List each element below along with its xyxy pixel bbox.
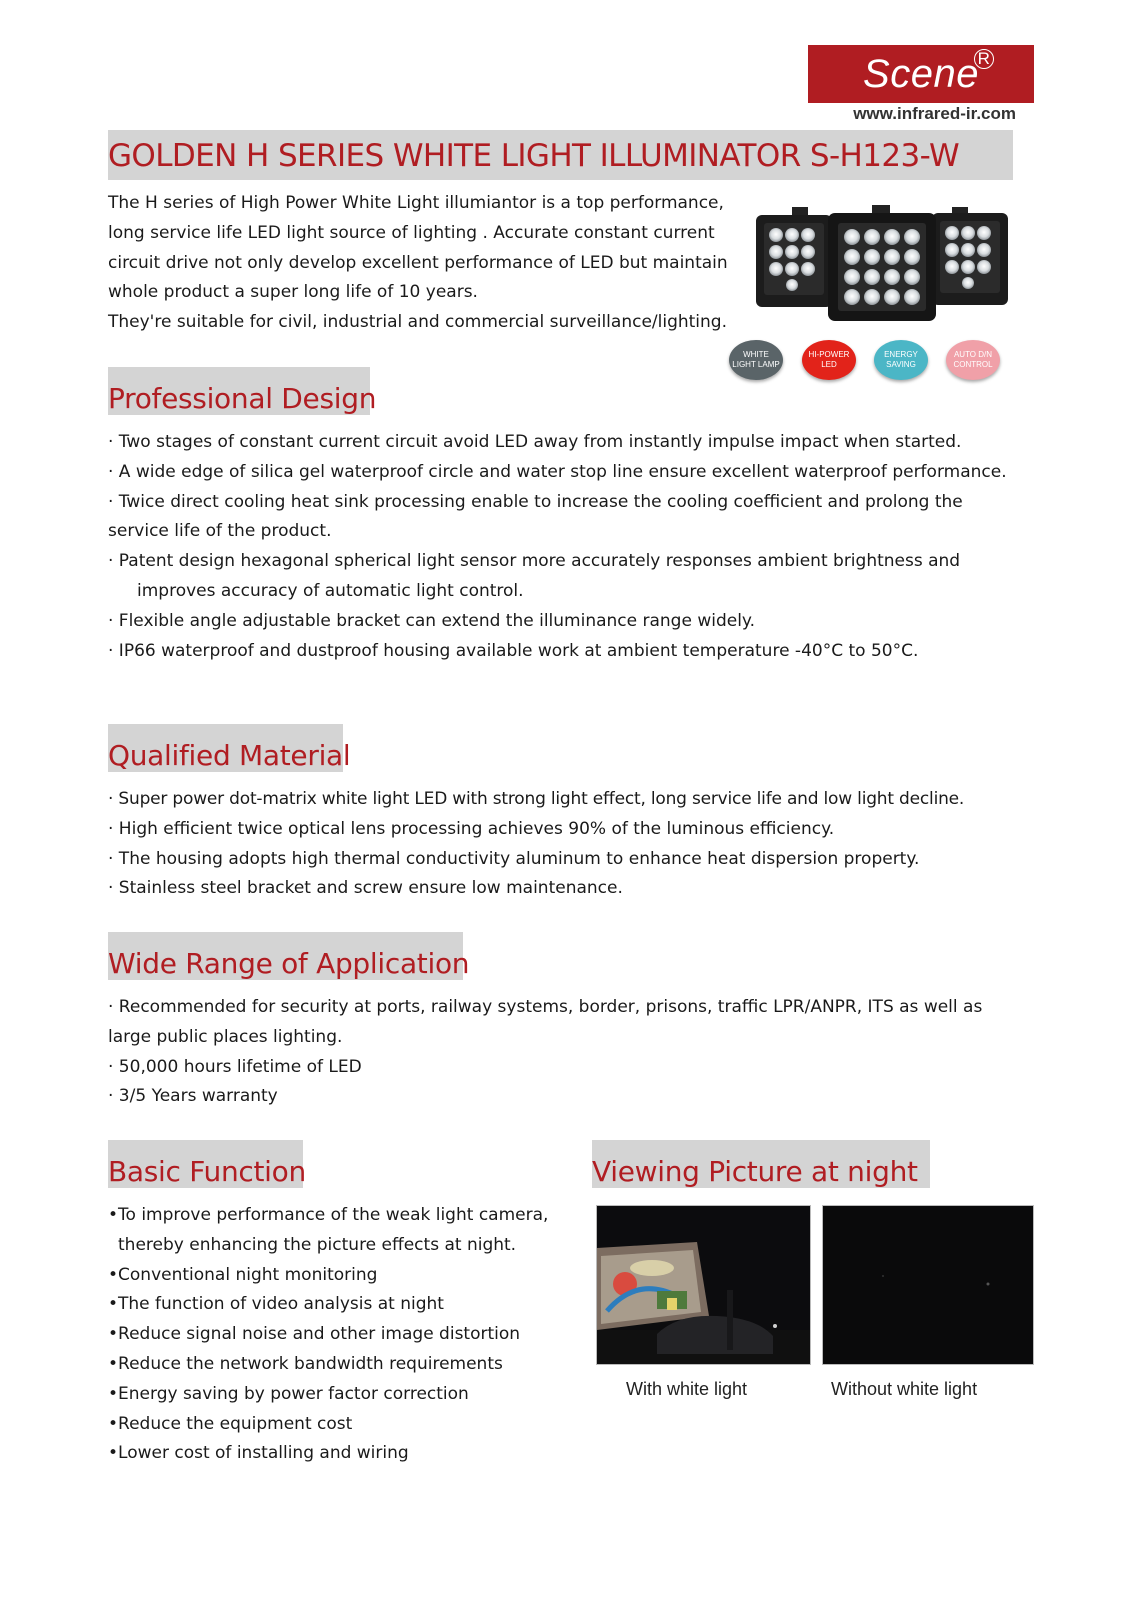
list-item: · Super power dot-matrix white light LED with strong light effect, long service life and low light decline. bbox=[108, 789, 965, 809]
brand-logo bbox=[808, 45, 1034, 103]
basic-function-heading bbox=[108, 1140, 306, 1188]
section-title: Wide Range of Application bbox=[108, 947, 470, 980]
wide-range-heading bbox=[108, 932, 470, 980]
viewing-picture-heading bbox=[592, 1140, 930, 1188]
badge-line: LIGHT LAMP bbox=[732, 360, 780, 369]
list-item: •Conventional night monitoring bbox=[108, 1264, 378, 1285]
illuminator-right bbox=[932, 207, 1008, 305]
list-item: improves accuracy of automatic light control. bbox=[137, 580, 524, 601]
intro-line: whole product a super long life of 10 years. bbox=[108, 282, 478, 303]
list-item: · The housing adopts high thermal conductivity aluminum to enhance heat dispersion property. bbox=[108, 848, 920, 869]
list-item: •Lower cost of installing and wiring bbox=[108, 1443, 409, 1464]
registered-mark: R bbox=[974, 49, 994, 69]
badge-line: ENERGY bbox=[884, 350, 918, 359]
list-item: •Energy saving by power factor correction bbox=[108, 1383, 469, 1404]
hi-power-led-badge bbox=[802, 340, 856, 380]
intro-line: long service life LED light source of lighting . Accurate constant current bbox=[108, 222, 715, 243]
professional-design-heading bbox=[108, 367, 377, 415]
logo-text: Scene bbox=[863, 52, 979, 96]
list-item: •Reduce the network bandwidth requirements bbox=[108, 1353, 503, 1374]
website-url[interactable]: www.infrared-ir.com bbox=[853, 104, 1016, 123]
caption-with-light: With white light bbox=[626, 1379, 748, 1399]
section-title: Professional Design bbox=[108, 382, 377, 415]
energy-saving-badge bbox=[874, 340, 928, 380]
list-item: · 3/5 Years warranty bbox=[108, 1086, 278, 1107]
list-item: · IP66 waterproof and dustproof housing available work at ambient temperature -40°C to 50°C. bbox=[108, 640, 919, 661]
caption-without-light: Without white light bbox=[831, 1379, 978, 1399]
list-item: · Twice direct cooling heat sink processing enable to increase the cooling coefficient and prolong the service life of the product. bbox=[108, 491, 963, 542]
list-item: · Patent design hexagonal spherical light sensor more accurately responses ambient brightness and bbox=[108, 551, 961, 572]
page-title: GOLDEN H SERIES WHITE LIGHT ILLUMINATOR S-H123-W bbox=[108, 138, 960, 174]
section-title: Qualified Material bbox=[108, 739, 351, 772]
section-title: Basic Function bbox=[108, 1155, 306, 1188]
badge-line: WHITE bbox=[743, 350, 769, 359]
list-item: •The function of video analysis at night bbox=[108, 1294, 444, 1315]
list-item: · Recommended for security at ports, railway systems, border, prisons, traffic LPR/ANPR, ITS as well as large public places lighting. bbox=[108, 997, 983, 1047]
basic-function-list bbox=[108, 1201, 578, 1469]
badge-line: HI-POWER bbox=[808, 350, 850, 359]
badge-line: SAVING bbox=[886, 360, 916, 369]
auto-dn-control-badge bbox=[946, 340, 1000, 380]
night-photo-without-light bbox=[822, 1205, 1034, 1365]
white-light-lamp-badge bbox=[729, 340, 783, 380]
illuminator-left bbox=[756, 207, 832, 307]
professional-design-list bbox=[108, 428, 1013, 666]
intro-paragraph bbox=[108, 189, 748, 338]
list-item: •Reduce signal noise and other image distortion bbox=[108, 1324, 521, 1345]
list-item: •Reduce the equipment cost bbox=[108, 1413, 353, 1434]
product-image bbox=[756, 205, 1008, 323]
list-item: · A wide edge of silica gel waterproof circle and water stop line ensure excellent waterproof performance. bbox=[108, 461, 1007, 482]
list-item: · Flexible angle adjustable bracket can extend the illuminance range widely. bbox=[108, 610, 755, 631]
list-item: · High efficient twice optical lens processing achieves 90% of the luminous efficiency. bbox=[108, 818, 835, 839]
intro-line: They're suitable for civil, industrial and commercial surveillance/lighting. bbox=[108, 312, 727, 333]
badge-line: CONTROL bbox=[953, 360, 993, 369]
list-item: thereby enhancing the picture effects at night. bbox=[118, 1234, 517, 1255]
badge-line: AUTO D/N bbox=[953, 350, 993, 359]
night-photo-with-light bbox=[596, 1205, 811, 1365]
intro-line: circuit drive not only develop excellent performance of LED but maintain bbox=[108, 252, 728, 273]
wide-range-list bbox=[108, 993, 1013, 1112]
list-item: •To improve performance of the weak light camera, bbox=[108, 1205, 549, 1225]
qualified-material-heading bbox=[108, 724, 351, 772]
list-item: · Stainless steel bracket and screw ensure low maintenance. bbox=[108, 878, 623, 899]
qualified-material-list bbox=[108, 785, 1013, 904]
section-title: Viewing Picture at night bbox=[592, 1155, 918, 1188]
list-item: · 50,000 hours lifetime of LED bbox=[108, 1056, 362, 1077]
intro-line: The H series of High Power White Light illumiantor is a top performance, bbox=[108, 193, 724, 213]
list-item: · Two stages of constant current circuit avoid LED away from instantly impulse impact when started. bbox=[108, 432, 962, 452]
badge-line: LED bbox=[821, 360, 837, 369]
illuminator-center bbox=[828, 205, 936, 321]
